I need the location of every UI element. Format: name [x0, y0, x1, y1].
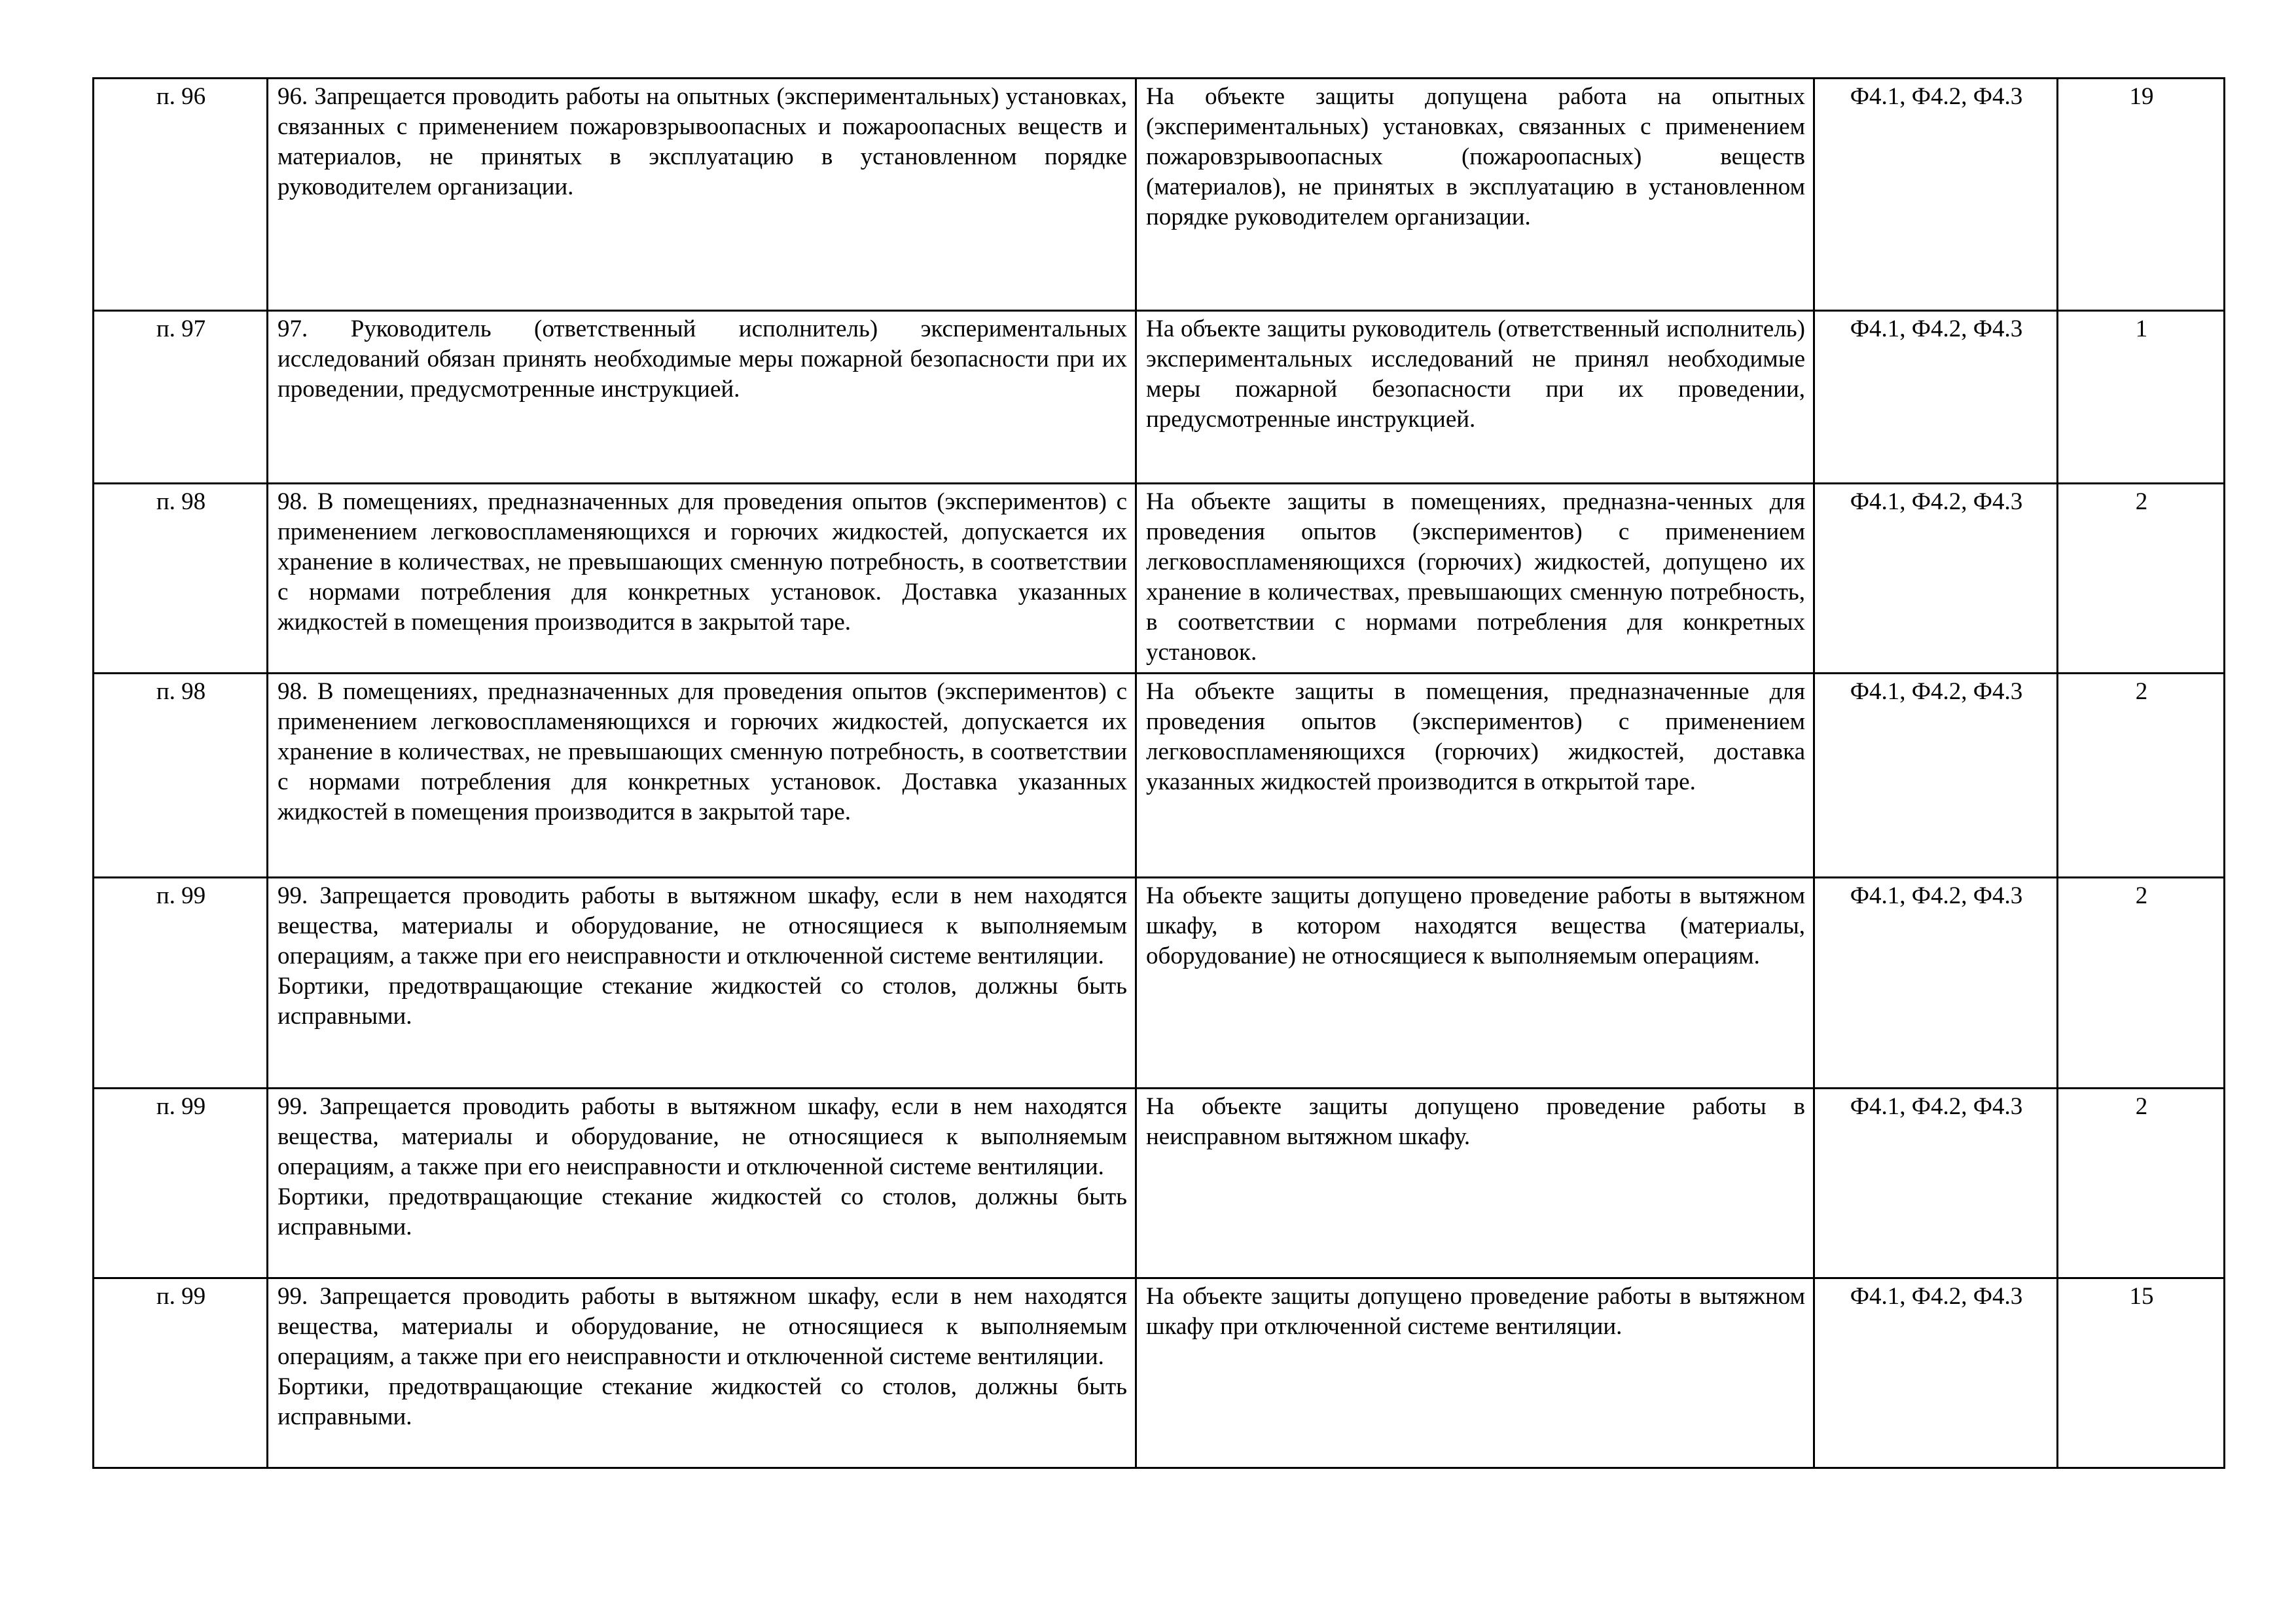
- rule-point-cell: п. 99: [94, 878, 268, 1089]
- rule-point-cell: п. 97: [94, 311, 268, 484]
- requirement-text: 99. Запрещается проводить работы в вытяжном шкафу, если в нем находятся вещества, материалы и оборудование, не относящиеся к выполняемым операциям, а также при его неисправности и отключенной системе вентиляции.: [278, 882, 1127, 969]
- table-row: [94, 311, 2225, 484]
- requirement-text: 96. Запрещается проводить работы на опытных (экспериментальных) установках, связанных с применением пожаровзрывоопасных и пожароопасных веществ и материалов, не принятых в эксплуатацию в установленном порядке руководителем организации.: [278, 83, 1127, 200]
- count-cell: 2: [2058, 878, 2225, 1089]
- requirement-text: 98. В помещениях, предназначенных для проведения опытов (экспериментов) с применением легковоспламеняющихся и горючих жидкостей, допускается их хранение в количествах, не превышающих сменную потребность, в соответствии с нормами потребления для конкретных установок. Доставка указанных жидкостей в помещения производится в закрытой таре.: [278, 488, 1127, 636]
- building-class-cell: Ф4.1, Ф4.2, Ф4.3: [1814, 1278, 2058, 1468]
- table-row: [94, 1278, 2225, 1468]
- requirement-text: 99. Запрещается проводить работы в вытяжном шкафу, если в нем находятся вещества, материалы и оборудование, не относящиеся к выполняемым операциям, а также при его неисправности и отключенной системе вентиляции.: [278, 1093, 1127, 1180]
- requirement-text: 97. Руководитель (ответственный исполнитель) экспериментальных исследований обязан принять необходимые меры пожарной безопасности при их проведении, предусмотренные инструкцией.: [278, 316, 1127, 403]
- building-class-cell: Ф4.1, Ф4.2, Ф4.3: [1814, 79, 2058, 311]
- building-class-cell: Ф4.1, Ф4.2, Ф4.3: [1814, 1089, 2058, 1278]
- requirement-cell: [268, 1089, 1136, 1278]
- requirement-text: 98. В помещениях, предназначенных для проведения опытов (экспериментов) с применением легковоспламеняющихся и горючих жидкостей, допускается их хранение в количествах, не превышающих сменную потребность, в соответствии с нормами потребления для конкретных установок. Доставка указанных жидкостей в помещения производится в закрытой таре.: [278, 678, 1127, 825]
- table-row: [94, 674, 2225, 878]
- violation-cell: На объекте защиты руководитель (ответственный исполнитель) экспериментальных исследований не принял необходимые меры пожарной безопасности при их проведении, предусмотренные инструкцией.: [1136, 311, 1814, 484]
- table-row: [94, 484, 2225, 674]
- count-cell: 2: [2058, 484, 2225, 674]
- building-class-cell: Ф4.1, Ф4.2, Ф4.3: [1814, 878, 2058, 1089]
- violation-cell: На объекте защиты в помещения, предназначенные для проведения опытов (экспериментов) с применением легковоспламеняющихся (горючих) жидкостей, доставка указанных жидкостей производится в открытой таре.: [1136, 674, 1814, 878]
- rule-point-cell: п. 96: [94, 79, 268, 311]
- building-class-cell: Ф4.1, Ф4.2, Ф4.3: [1814, 484, 2058, 674]
- building-class-cell: Ф4.1, Ф4.2, Ф4.3: [1814, 311, 2058, 484]
- requirement-note-text: Бортики, предотвращающие стекание жидкостей со столов, должны быть исправными.: [278, 973, 1127, 1030]
- requirement-cell: [268, 79, 1136, 311]
- requirement-note-text: Бортики, предотвращающие стекание жидкостей со столов, должны быть исправными.: [278, 1183, 1127, 1240]
- rule-point-cell: п. 99: [94, 1278, 268, 1468]
- requirement-cell: [268, 1278, 1136, 1468]
- count-cell: 1: [2058, 311, 2225, 484]
- requirement-cell: [268, 311, 1136, 484]
- rule-point-cell: п. 98: [94, 484, 268, 674]
- count-cell: 15: [2058, 1278, 2225, 1468]
- violation-cell: На объекте защиты допущена работа на опытных (экспериментальных) установках, связанных с применением пожаровзрывоопасных (пожароопасных) веществ (материалов), не принятых в эксплуатацию в установленном порядке руководителем организации.: [1136, 79, 1814, 311]
- count-cell: 19: [2058, 79, 2225, 311]
- requirement-cell: [268, 484, 1136, 674]
- rule-point-cell: п. 98: [94, 674, 268, 878]
- violation-cell: На объекте защиты допущено проведение работы в вытяжном шкафу при отключенной системе вентиляции.: [1136, 1278, 1814, 1468]
- requirement-cell: [268, 674, 1136, 878]
- rule-point-cell: п. 99: [94, 1089, 268, 1278]
- requirement-text: 99. Запрещается проводить работы в вытяжном шкафу, если в нем находятся вещества, материалы и оборудование, не относящиеся к выполняемым операциям, а также при его неисправности и отключенной системе вентиляции.: [278, 1283, 1127, 1370]
- requirement-cell: [268, 878, 1136, 1089]
- table-row: [94, 1089, 2225, 1278]
- violation-cell: На объекте защиты допущено проведение работы в неисправном вытяжном шкафу.: [1136, 1089, 1814, 1278]
- requirement-note-text: Бортики, предотвращающие стекание жидкостей со столов, должны быть исправными.: [278, 1373, 1127, 1430]
- violation-cell: На объекте защиты допущено проведение работы в вытяжном шкафу, в котором находятся вещества (материалы, оборудование) не относящиеся к выполняемым операциям.: [1136, 878, 1814, 1089]
- count-cell: 2: [2058, 1089, 2225, 1278]
- violation-cell: На объекте защиты в помещениях, предназна-ченных для проведения опытов (экспериментов) с применением легковоспламеняющихся (горючих) жидкостей, допущено их хранение в количествах, превышающих сменную потребность, в соответствии с нормами потребления для конкретных установок.: [1136, 484, 1814, 674]
- building-class-cell: Ф4.1, Ф4.2, Ф4.3: [1814, 674, 2058, 878]
- violations-table: [92, 77, 2225, 1469]
- table-row: [94, 79, 2225, 311]
- table-row: [94, 878, 2225, 1089]
- count-cell: 2: [2058, 674, 2225, 878]
